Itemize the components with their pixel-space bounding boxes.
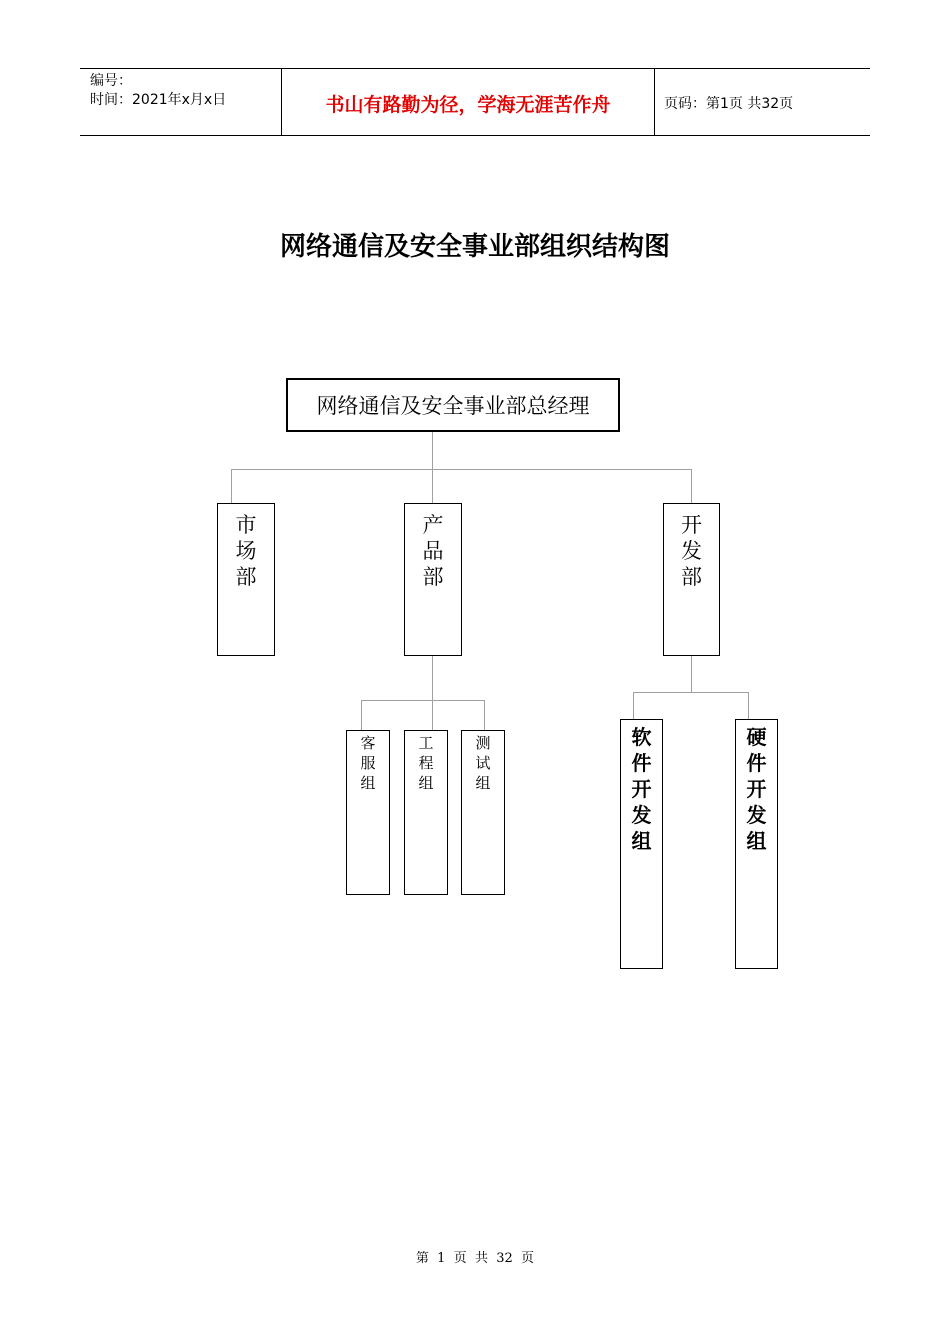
header-page-info: 页码：第1页 共32页 <box>664 96 794 112</box>
group-label: 硬件开发组 <box>746 725 767 853</box>
connector-dept-bar <box>231 469 691 470</box>
connector-dept-2 <box>432 469 433 504</box>
doc-time-label: 时间：2021年x月x日 <box>90 92 227 108</box>
connector-product-bar <box>361 700 484 701</box>
dept-label: 市场部 <box>235 513 257 589</box>
dept-label: 产品部 <box>422 513 444 589</box>
org-box-customer-service <box>346 730 390 895</box>
group-label: 客服组 <box>360 734 376 792</box>
org-box-software-dev <box>620 719 663 969</box>
group-label: 测试组 <box>475 734 491 792</box>
connector-product-3 <box>484 700 485 731</box>
connector-dept-3 <box>691 469 692 504</box>
connector-dept-1 <box>231 469 232 504</box>
org-box-hardware-dev <box>735 719 778 969</box>
group-label: 工程组 <box>418 734 434 792</box>
dept-label: 开发部 <box>681 513 702 589</box>
org-box-engineering <box>404 730 448 895</box>
doc-number-label: 编号： <box>90 73 132 89</box>
org-box-general-manager <box>286 378 620 432</box>
header-bottom-border <box>80 135 870 136</box>
page-title: 网络通信及安全事业部组织结构图 <box>279 232 670 262</box>
connector-dev-2 <box>748 692 749 720</box>
group-label: 软件开发组 <box>631 725 652 853</box>
connector-dev-1 <box>633 692 634 720</box>
org-box-marketing <box>217 503 275 656</box>
general-manager-label: 网络通信及安全事业部总经理 <box>316 394 590 418</box>
org-box-testing <box>461 730 505 895</box>
org-box-product <box>404 503 462 656</box>
header-motto: 书山有路勤为径，学海无涯苦作舟 <box>325 94 611 116</box>
org-box-development <box>663 503 720 656</box>
connector-product-down <box>432 656 433 701</box>
connector-product-1 <box>361 700 362 731</box>
header-divider-right <box>654 68 655 136</box>
connector-dev-bar <box>633 692 749 693</box>
connector-product-2 <box>432 700 433 731</box>
page-footer: 第 1 页 共 32 页 <box>415 1251 535 1266</box>
connector-dev-down <box>691 656 692 693</box>
connector-top-down <box>432 432 433 470</box>
header-top-border <box>80 68 870 69</box>
